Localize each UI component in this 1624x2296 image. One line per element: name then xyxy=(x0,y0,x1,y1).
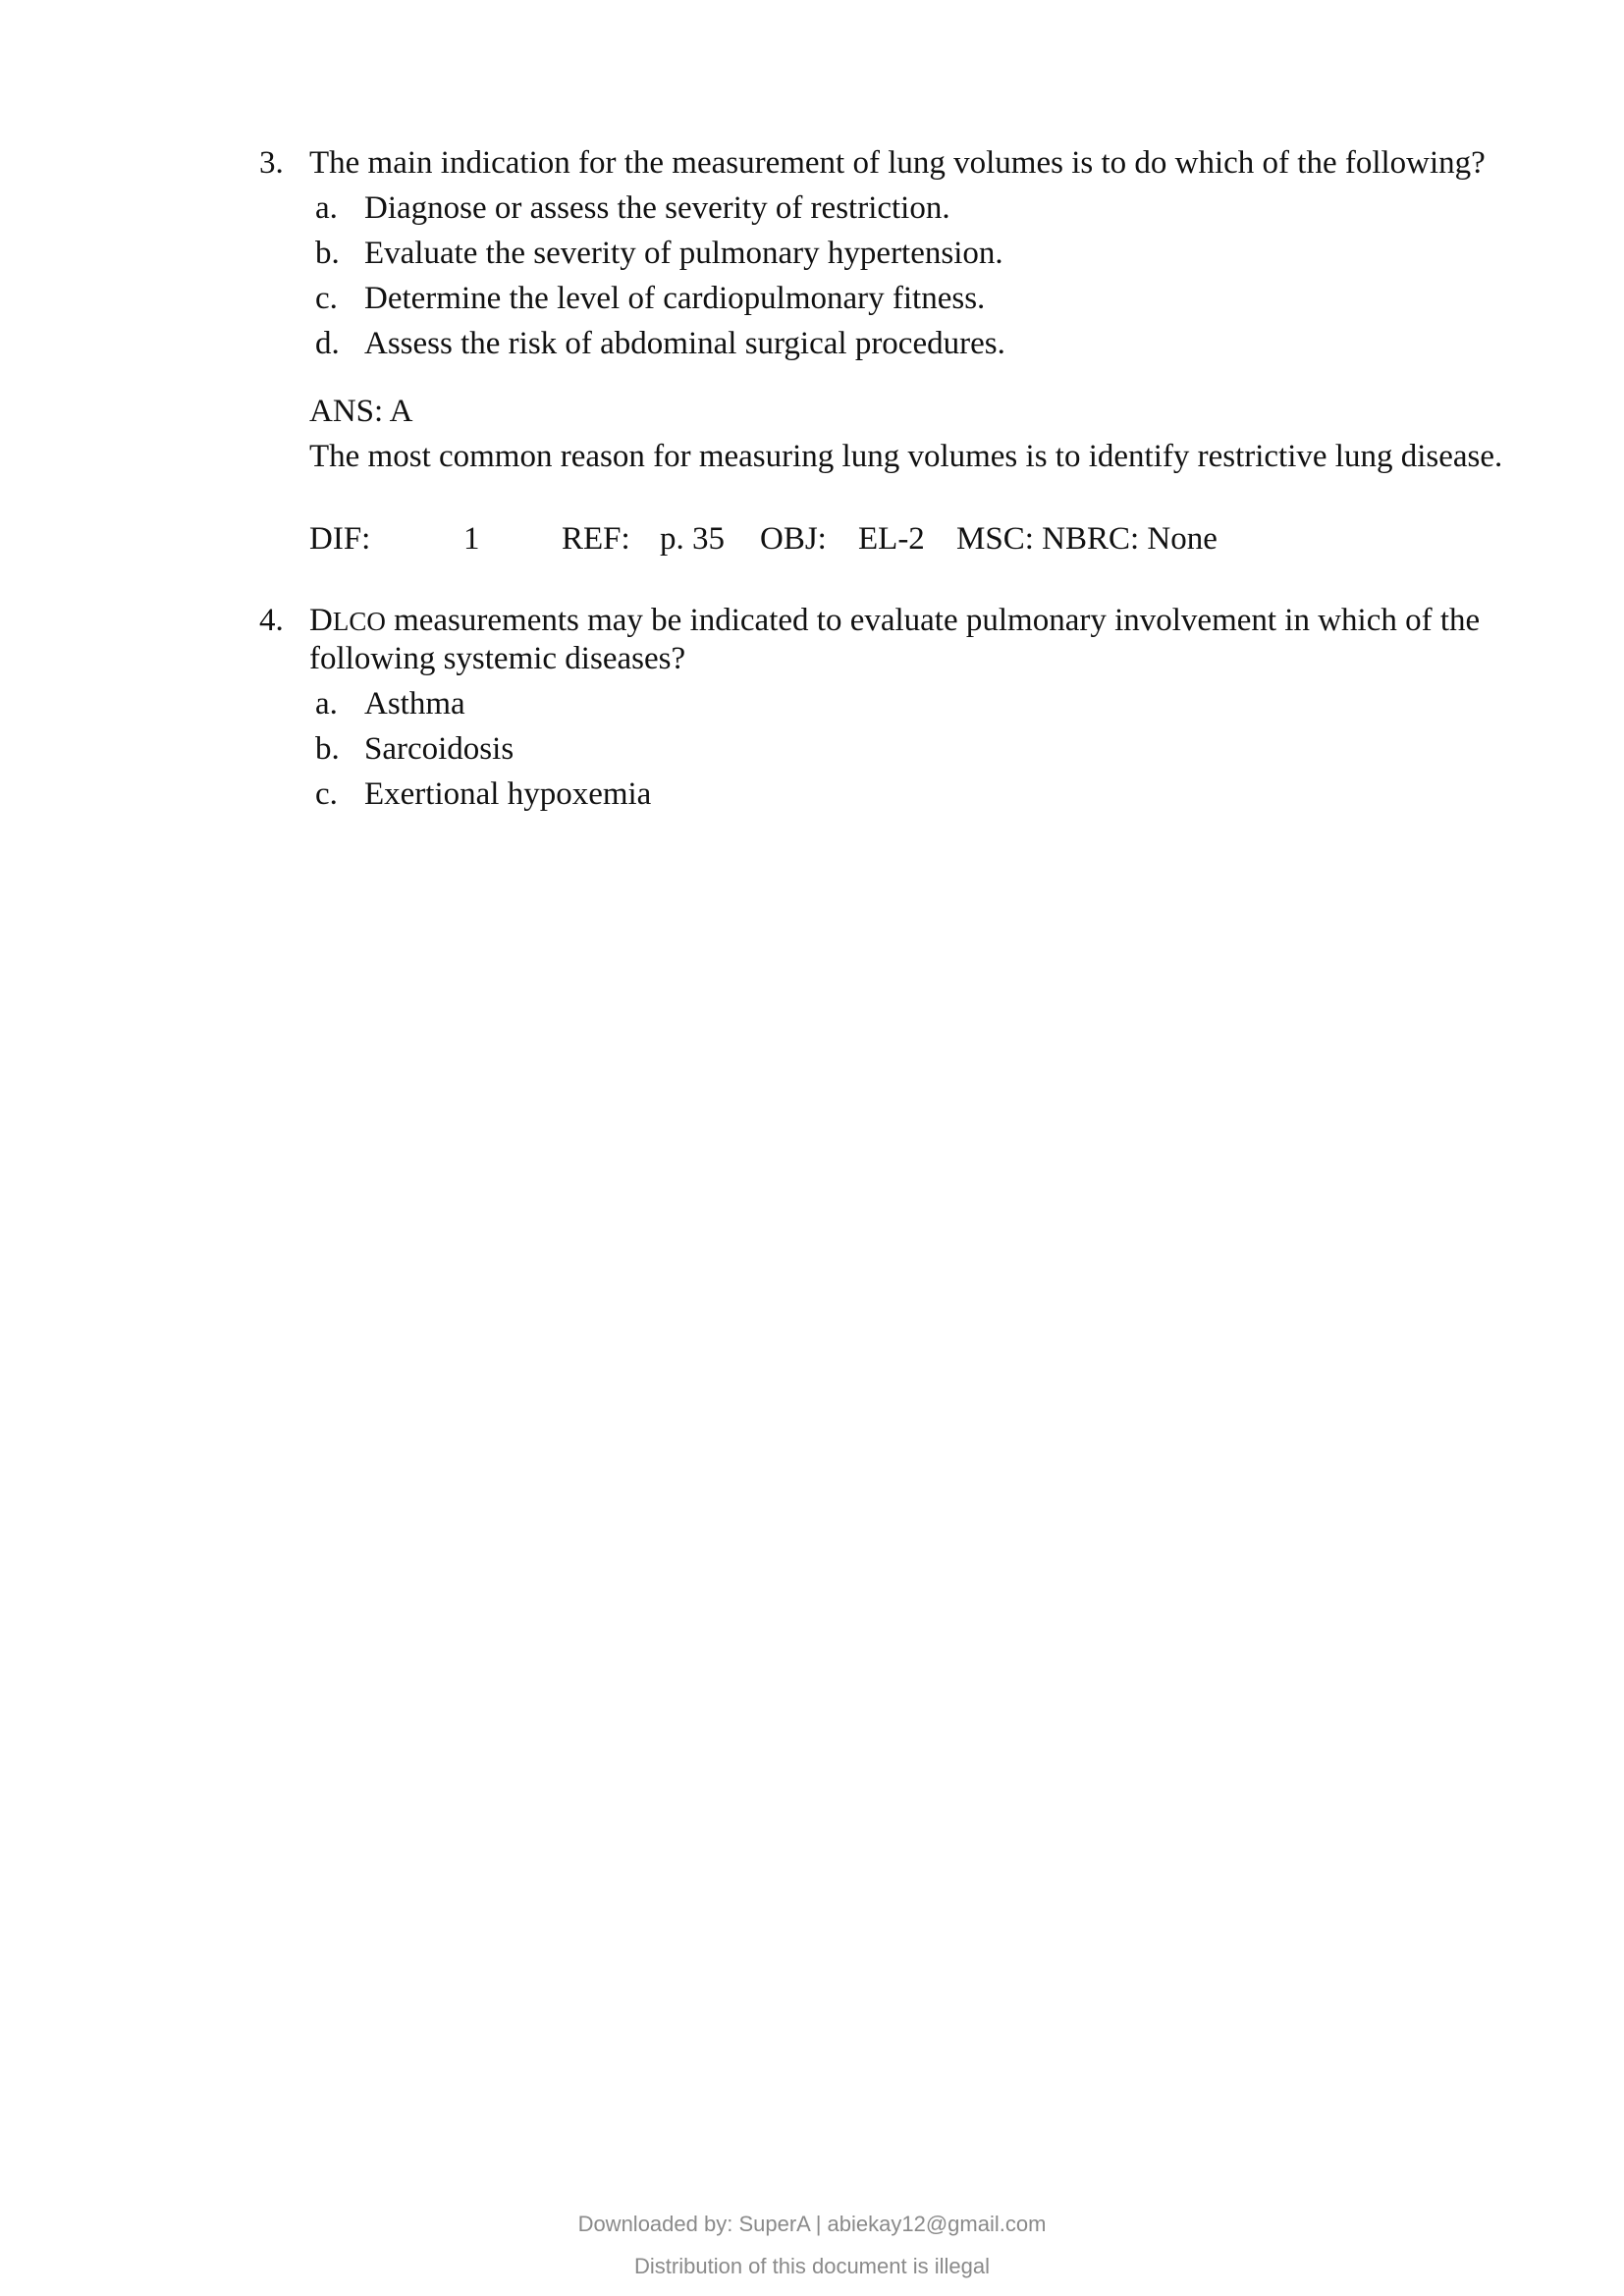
msc-value: MSC: NBRC: None xyxy=(956,521,1218,557)
ref-value: p. 35 xyxy=(660,521,725,557)
obj-value: EL-2 xyxy=(858,521,925,557)
question-stem xyxy=(309,601,1480,641)
option-letter: c. xyxy=(315,776,338,812)
footer-distribution-notice: Distribution of this document is illegal xyxy=(634,2254,990,2278)
option-text: Determine the level of cardiopulmonary fitness. xyxy=(364,281,986,316)
option-letter: b. xyxy=(315,731,340,767)
question-stem-line-2: following systemic diseases? xyxy=(309,641,686,676)
option-letter: d. xyxy=(315,326,340,361)
option-letter: c. xyxy=(315,281,338,316)
dlco-prefix-d: D xyxy=(309,603,333,638)
dlco-prefix-lco: LCO xyxy=(332,607,386,636)
option-text: Evaluate the severity of pulmonary hypertension. xyxy=(364,236,1003,271)
answer-key: ANS: A xyxy=(309,394,413,429)
dif-value: 1 xyxy=(463,521,480,557)
question-number: 3. xyxy=(259,145,284,181)
option-text: Exertional hypoxemia xyxy=(364,776,652,812)
obj-label: OBJ: xyxy=(760,521,827,557)
option-text: Asthma xyxy=(364,686,465,721)
question-stem: The main indication for the measurement of lung volumes is to do which of the following? xyxy=(309,145,1486,181)
question-stem-rest: measurements may be indicated to evaluate pulmonary involvement in which of the xyxy=(385,603,1481,638)
footer-download-notice: Downloaded by: SuperA | abiekay12@gmail.com xyxy=(577,2212,1047,2236)
option-text: Assess the risk of abdominal surgical procedures. xyxy=(364,326,1005,361)
answer-rationale: The most common reason for measuring lung volumes is to identify restrictive lung disease. xyxy=(309,439,1503,474)
option-letter: a. xyxy=(315,686,338,721)
option-letter: b. xyxy=(315,236,340,271)
option-text: Sarcoidosis xyxy=(364,731,514,767)
dif-label: DIF: xyxy=(309,521,371,557)
ref-label: REF: xyxy=(562,521,630,557)
option-text: Diagnose or assess the severity of restriction. xyxy=(364,190,950,226)
question-number: 4. xyxy=(259,603,284,638)
option-letter: a. xyxy=(315,190,338,226)
